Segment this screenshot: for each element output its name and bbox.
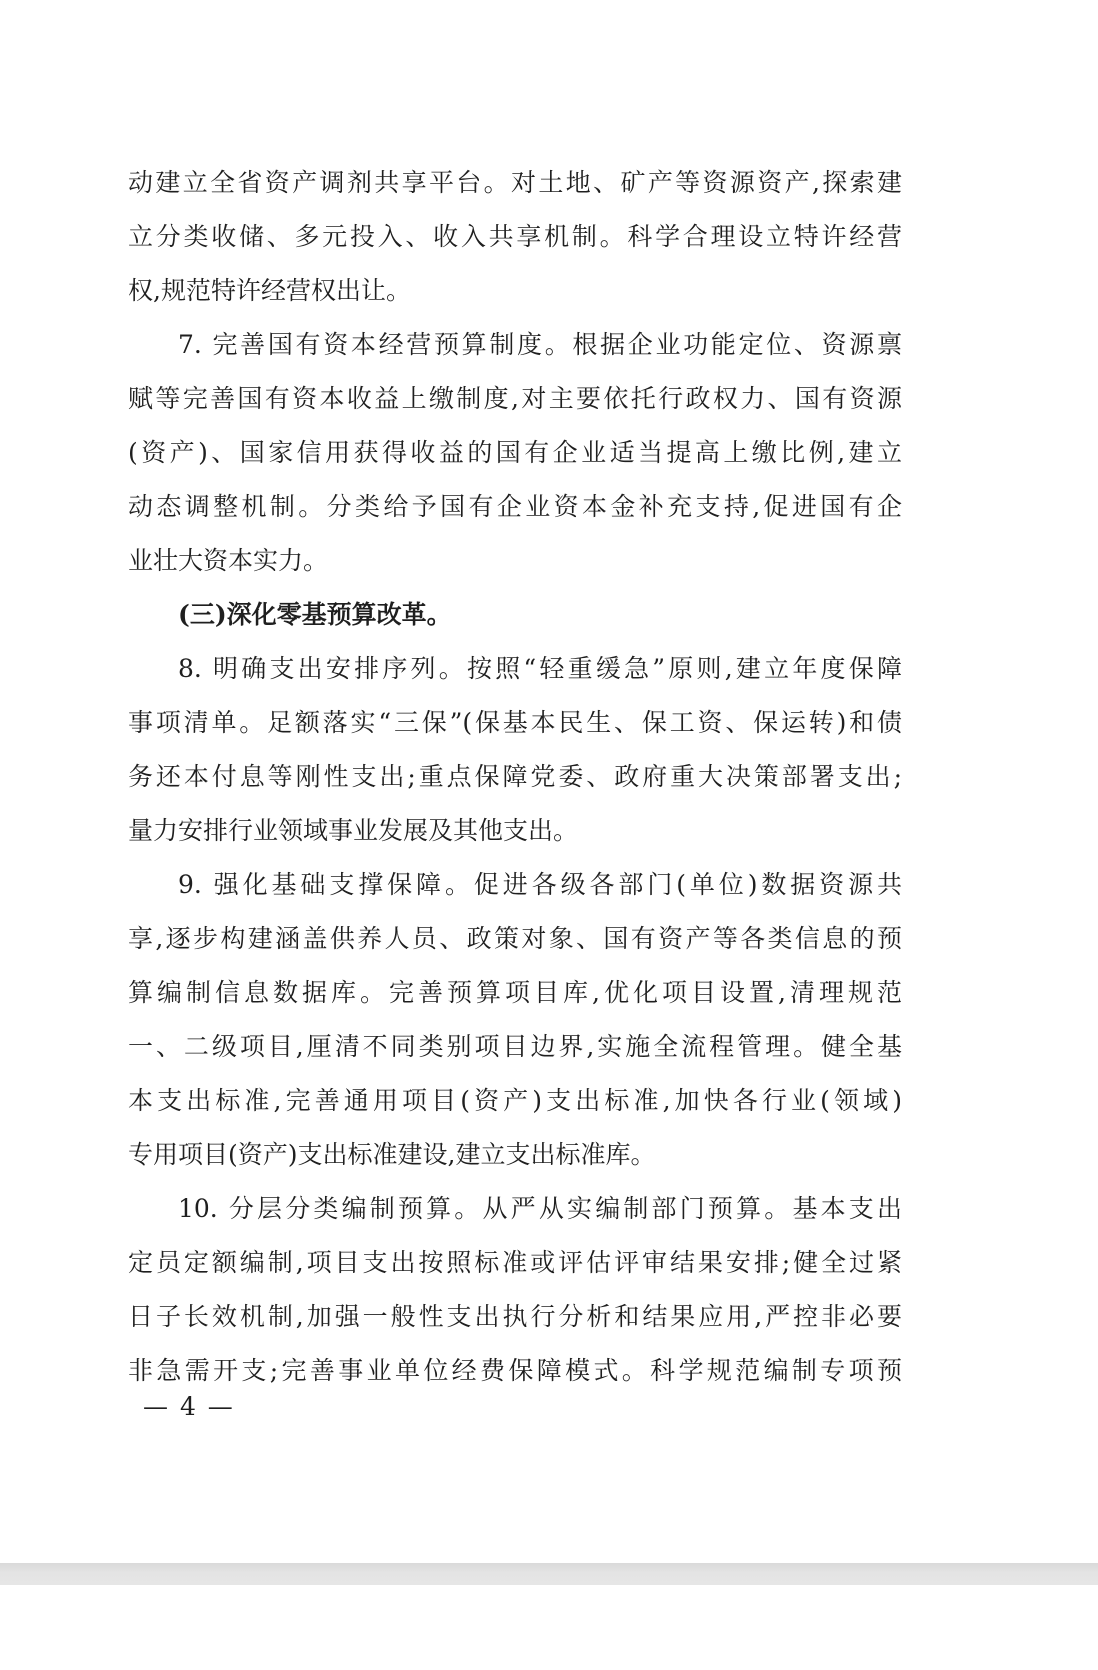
- section-heading: [128, 588, 902, 642]
- text-line: 9. 强化基础支撑保障。促进各级各部门(单位)数据资源共: [178, 870, 902, 899]
- text-line: 动建立全省资产调剂共享平台。对土地、矿产等资源资产,探索建: [128, 168, 902, 197]
- document-body: [128, 156, 902, 1398]
- text-line: 赋等完善国有资本收益上缴制度,对主要依托行政权力、国有资源: [128, 384, 902, 413]
- paragraph: [128, 642, 902, 858]
- text-line: (三)深化零基预算改革。: [178, 600, 452, 629]
- text-line: 立分类收储、多元投入、收入共享机制。科学合理设立特许经营: [128, 222, 902, 251]
- page-separator: [0, 1563, 1098, 1585]
- text-line: 日子长效机制,加强一般性支出执行分析和结果应用,严控非必要: [128, 1302, 902, 1331]
- text-line: 8. 明确支出安排序列。按照“轻重缓急”原则,建立年度保障: [178, 654, 902, 683]
- text-line: 7. 完善国有资本经营预算制度。根据企业功能定位、资源禀: [178, 330, 902, 359]
- text-line: 非急需开支;完善事业单位经费保障模式。科学规范编制专项预: [128, 1356, 902, 1385]
- paragraph: [128, 318, 902, 588]
- text-line: 享,逐步构建涵盖供养人员、政策对象、国有资产等各类信息的预: [128, 924, 902, 953]
- text-line: 算编制信息数据库。完善预算项目库,优化项目设置,清理规范: [128, 978, 902, 1007]
- text-line: 专用项目(资产)支出标准建设,建立支出标准库。: [128, 1140, 656, 1169]
- text-line: 动态调整机制。分类给予国有企业资本金补充支持,促进国有企: [128, 492, 902, 521]
- text-line: 本支出标准,完善通用项目(资产)支出标准,加快各行业(领域): [128, 1086, 902, 1115]
- page-number: — 4 —: [143, 1392, 235, 1421]
- text-line: 权,规范特许经营权出让。: [128, 276, 411, 305]
- paragraph: [128, 156, 902, 318]
- text-line: 10. 分层分类编制预算。从严从实编制部门预算。基本支出: [178, 1194, 902, 1223]
- text-line: 事项清单。足额落实“三保”(保基本民生、保工资、保运转)和债: [128, 708, 902, 737]
- text-line: 业壮大资本实力。: [128, 546, 329, 575]
- text-line: 定员定额编制,项目支出按照标准或评估评审结果安排;健全过紧: [128, 1248, 902, 1277]
- paragraph: [128, 858, 902, 1182]
- paragraph: [128, 1182, 902, 1398]
- text-line: (资产)、国家信用获得收益的国有企业适当提高上缴比例,建立: [128, 438, 902, 467]
- text-line: 量力安排行业领域事业发展及其他支出。: [128, 816, 579, 845]
- text-line: 务还本付息等刚性支出;重点保障党委、政府重大决策部署支出;: [128, 762, 902, 791]
- text-line: 一、二级项目,厘清不同类别项目边界,实施全流程管理。健全基: [128, 1032, 902, 1061]
